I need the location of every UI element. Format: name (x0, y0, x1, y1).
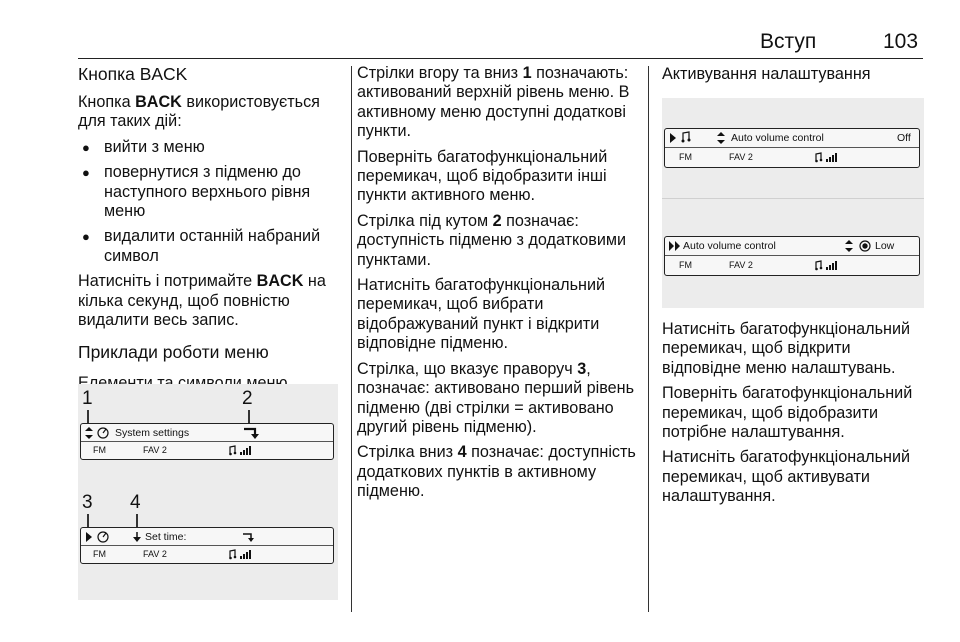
angle-arrow-text: Стрілка під кутом 2 позначає: доступність підменю з додатковими пунктами. (357, 211, 627, 269)
screen-auto-volume-low (664, 236, 920, 276)
music-note-icon (681, 131, 691, 143)
submenu-angle-arrow-icon (243, 532, 255, 542)
double-right-arrow-icon (669, 241, 681, 251)
list-item: ● видалити останній набраний символ (78, 227, 340, 266)
right-arrow-text: Стрілка, що вказує праворуч 3, позначає: активовано перший рівень підменю (дві стрілки = активовано другий рівень підменю). (357, 359, 635, 436)
callout-2: 2 (242, 388, 253, 409)
preset-label: FAV 2 (143, 549, 167, 559)
menu-title: Set time: (145, 531, 187, 543)
screen-auto-volume-off (664, 128, 920, 168)
list-item: ● вийти з меню (78, 138, 340, 157)
back-button-intro: Кнопка BACK використовується для таких дій: (78, 93, 320, 131)
menu-examples-heading: Приклади роботи меню (78, 342, 269, 363)
callout-4: 4 (130, 492, 141, 513)
running-header-title: Вступ (760, 30, 817, 53)
callout-3-line (87, 514, 89, 528)
band-label: FM (93, 445, 106, 455)
right-arrow-icon (670, 133, 676, 143)
back-button-uses-list (78, 138, 340, 266)
setting-value: Off (897, 132, 911, 144)
up-down-arrow-icon (85, 427, 93, 439)
up-down-arrows-text: Стрілки вгору та вниз 1 позначають: активований верхній рівень меню. В активному меню доступні додаткові пункти. (357, 64, 630, 141)
setting-title: Auto volume control (731, 132, 824, 144)
down-arrow-icon (133, 532, 141, 542)
setting-title: Auto volume control (683, 240, 776, 252)
page-number: 103 (883, 30, 919, 53)
list-item: ● повернутися з підменю до наступного верхнього рівня меню (78, 163, 340, 221)
press-knob-text: Натисніть багатофункціональний перемикач, щоб вибрати відображуваний пункт і відкрити відповідне підменю. (357, 276, 606, 353)
rotate-knob-text: Поверніть багатофункціональний перемикач, щоб відобразити інші пункти активного меню. (357, 147, 608, 205)
callout-4-line (136, 514, 138, 528)
screen-divider (81, 441, 333, 442)
menu-title: System settings (115, 427, 190, 439)
header-divider (78, 58, 923, 59)
screen-divider (81, 545, 333, 546)
press-knob-open-text: Натисніть багатофункціональний перемикач, щоб відкрити відповідне меню налаштувань. (662, 320, 911, 377)
music-signal-icon (815, 260, 841, 270)
callout-3: 3 (82, 492, 93, 513)
screen-divider (665, 147, 919, 148)
column-1 (78, 64, 340, 393)
screen-divider (665, 255, 919, 256)
rotate-knob-select-text: Поверніть багатофункціональний перемикач, щоб відобразити потрібне налаштування. (662, 384, 913, 442)
column-3-text (662, 320, 924, 513)
column-2 (357, 64, 640, 508)
callout-1-line (87, 410, 89, 424)
music-signal-icon (815, 152, 841, 162)
back-button-heading: Кнопка BACK (78, 64, 188, 84)
clock-icon (97, 427, 109, 439)
back-button-hold-text: Натисніть і потримайте BACK на кілька секунд, щоб повністю видалити весь запис. (78, 272, 326, 330)
right-arrow-icon (86, 532, 92, 542)
menu-symbols-figure (78, 384, 338, 600)
clock-icon (97, 531, 109, 543)
figure-separator (662, 198, 924, 199)
column-divider-right (648, 66, 649, 612)
down-arrow-text: Стрілка вниз 4 позначає: доступність додаткових пунктів в активному підменю. (357, 443, 636, 501)
up-down-arrow-icon (845, 240, 853, 252)
screen-system-settings (80, 423, 334, 460)
activate-setting-figure (662, 98, 924, 308)
callout-1: 1 (82, 388, 93, 409)
radio-selected-icon (859, 240, 871, 252)
music-signal-icon (229, 445, 255, 455)
preset-label: FAV 2 (729, 260, 753, 270)
submenu-angle-arrow-icon (243, 426, 259, 440)
band-label: FM (679, 260, 692, 270)
column-3 (662, 64, 924, 84)
band-label: FM (679, 152, 692, 162)
up-down-arrow-icon (717, 132, 725, 144)
column-divider-left (351, 66, 352, 612)
setting-value: Low (875, 240, 895, 252)
band-label: FM (93, 549, 106, 559)
screen-set-time (80, 527, 334, 564)
preset-label: FAV 2 (143, 445, 167, 455)
activate-setting-heading: Активування налаштування (662, 65, 871, 83)
music-signal-icon (229, 549, 255, 559)
press-knob-activate-text: Натисніть багатофункціональний перемикач, щоб активувати налаштування. (662, 448, 911, 506)
preset-label: FAV 2 (729, 152, 753, 162)
